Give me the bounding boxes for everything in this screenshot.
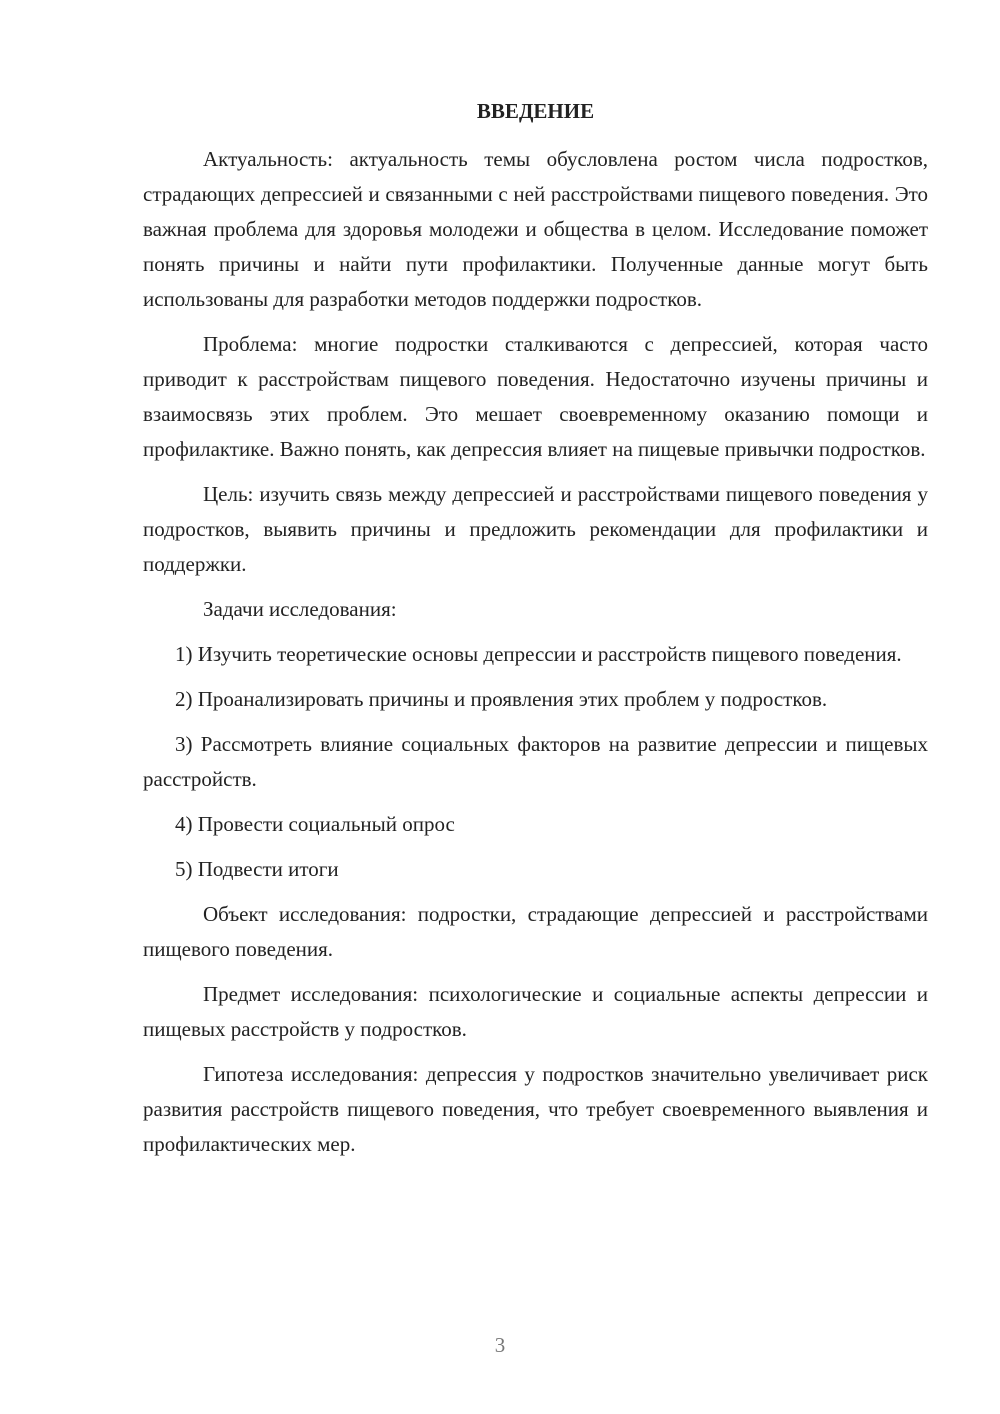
object-paragraph: Объект исследования: подростки, страдающие депрессией и расстройствами пищевого поведения. bbox=[143, 902, 928, 961]
task-item-4: 4) Провести социальный опрос bbox=[175, 812, 455, 836]
document-page bbox=[143, 96, 928, 1172]
task-item-3: 3) Рассмотреть влияние социальных факторов на развитие депрессии и пищевых расстройств. bbox=[143, 732, 928, 791]
tasks-heading: Задачи исследования: bbox=[203, 597, 397, 621]
task-item-1: 1) Изучить теоретические основы депрессии и расстройств пищевого поведения. bbox=[175, 642, 902, 666]
relevance-paragraph: Актуальность: актуальность темы обусловлена ростом числа подростков, страдающих депрессией и связанными с ней расстройствами пищевого поведения. Это важная проблема для здоровья молодежи и общества в целом. Исследование поможет понять причины и найти пути профилактики. Полученные данные могут быть использованы для разработки методов поддержки подростков. bbox=[143, 147, 928, 311]
task-item-2: 2) Проанализировать причины и проявления этих проблем у подростков. bbox=[175, 687, 828, 711]
goal-paragraph: Цель: изучить связь между депрессией и расстройствами пищевого поведения у подростков, выявить причины и предложить рекомендации для профилактики и поддержки. bbox=[143, 482, 928, 576]
problem-paragraph: Проблема: многие подростки сталкиваются с депрессией, которая часто приводит к расстройствам пищевого поведения. Недостаточно изучены причины и взаимосвязь этих проблем. Это мешает своевременному оказанию помощи и профилактике. Важно понять, как депрессия влияет на пищевые привычки подростков. bbox=[143, 332, 928, 461]
page-number: 3 bbox=[494, 1333, 506, 1357]
page-title: ВВЕДЕНИЕ bbox=[476, 99, 595, 123]
hypothesis-paragraph: Гипотеза исследования: депрессия у подростков значительно увеличивает риск развития расстройств пищевого поведения, что требует своевременного выявления и профилактических мер. bbox=[143, 1062, 928, 1156]
task-item-5: 5) Подвести итоги bbox=[175, 857, 339, 881]
subject-paragraph: Предмет исследования: психологические и социальные аспекты депрессии и пищевых расстройств у подростков. bbox=[143, 982, 928, 1041]
